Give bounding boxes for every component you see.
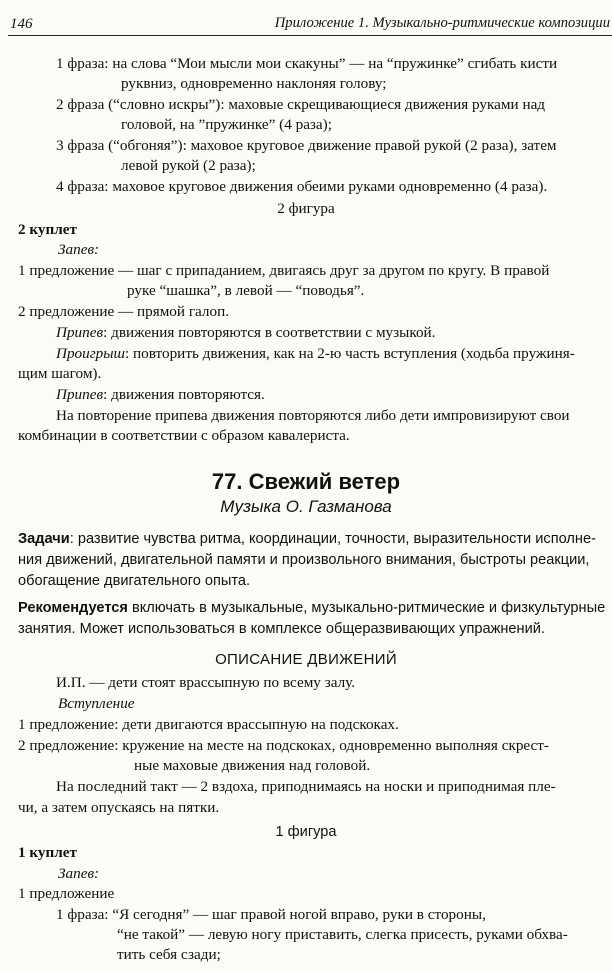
move-sentence-1: 1 предложение: дети двигаются врассыпную на подскоках. [18,716,399,733]
proigrysh-line-2: щим шагом). [18,365,102,382]
repeat-line-1: На повторение припева движения повторяются либо дети импровизируют свои [56,407,570,424]
description-heading: ОПИСАНИЕ ДВИЖЕНИЙ [215,651,397,668]
zapev-label-2: Запев: [58,865,100,882]
section-subtitle: Музыка О. Газманова [220,497,392,516]
phrase-2-line-2: головой, на ”пружинке” (4 раза); [121,116,332,133]
recommend-line-2: занятия. Может использоваться в комплексе общеразвивающих упражнений. [18,621,545,637]
verse-1-heading: 1 куплет [18,844,77,861]
tasks-label: Задачи [18,531,70,547]
pripev-text: : движения повторяются в соответствии с музыкой. [103,324,436,341]
phrase-1a: 1 фраза: “Я сегодня” — шаг правой ногой вправо, руки в стороны, [56,906,486,923]
phrase-1b: “не такой” — левую ногу приставить, слегка присесть, руками обхва- [117,926,568,943]
header-rule [8,35,612,36]
phrase-1-line-2: руквниз, одновременно наклоняя голову; [121,75,387,92]
phrase-1-line-1: 1 фраза: на слова “Мои мысли мои скакуны” — на “пружинке” сгибать кисти [56,55,558,72]
verse-2-heading: 2 куплет [18,221,77,238]
tasks-line-1 [18,529,596,549]
phrase-4-line-1: 4 фраза: маховое круговое движения обеими руками одновременно (4 раза). [56,178,548,195]
last-bar-line-1: На последний такт — 2 вздоха, приподнимаясь на носки и приподнимая пле- [56,778,556,795]
last-bar-line-2: чи, а затем опускаясь на пятки. [18,799,220,816]
zapev-label: Запев: [58,241,100,258]
proigrysh-label: Проигрыш [56,345,126,362]
recommend-text-1: включать в музыкальные, музыкально-ритмические и физкультурные [127,600,606,616]
pripev-2-label: Припев [56,386,104,403]
figure-1-heading: 1 фигура [275,824,337,840]
proigrysh-text: : повторить движения, как на 2-ю часть вступления (ходьба пружиня- [125,345,575,362]
sentence-1-heading: 1 предложение [18,885,115,902]
pripev-2-text: : движения повторяются. [103,386,265,403]
pripev-label: Припев [56,324,104,341]
phrase-3-line-1: 3 фраза (“обгоняя”): маховое круговое движение правой рукой (2 раза), затем [56,137,557,154]
tasks-line-3: обогащение двигательного опыта. [18,573,251,589]
recommend-label: Рекомендуется [18,600,128,616]
phrase-2-line-1: 2 фраза (“словно искры”): маховые скрещивающиеся движения руками над [56,96,546,113]
intro-label: Вступление [58,695,135,712]
sentence-2: 2 предложение — прямой галоп. [18,303,230,320]
pripev-line [56,323,435,343]
running-title: Приложение 1. Музыкально-ритмические композиции [274,15,610,31]
phrase-3-line-2: левой рукой (2 раза); [121,157,256,174]
page-number: 146 [10,16,33,32]
move-sentence-2-line-2: ные маховые движения над головой. [134,757,371,774]
figure-2-heading: 2 фигура [277,200,335,217]
sentence-1-line-1: 1 предложение — шаг с припаданием, двигаясь друг за другом по кругу. В правой [18,262,550,279]
repeat-line-2: комбинации в соответствии с образом кавалериста. [18,427,350,444]
pripev-2-line [56,385,265,405]
section-title: 77. Свежий ветер [211,469,401,494]
sentence-1-line-2: руке “шашка”, в левой — “поводья”. [127,282,365,299]
recommend-line-1 [18,598,605,618]
move-sentence-2-line-1: 2 предложение: кружение на месте на подскоках, одновременно выполняя скрест- [18,737,549,754]
tasks-line-2: ния движений, двигательной памяти и произвольного внимания, быстроты реакции, [18,552,590,568]
tasks-text-1: : развитие чувства ритма, координации, точности, выразительности исполне- [69,531,596,547]
proigrysh-line [56,344,575,364]
phrase-1c: тить себя сзади; [117,946,221,963]
start-position: И.П. — дети стоят врассыпную по всему залу. [56,674,356,691]
